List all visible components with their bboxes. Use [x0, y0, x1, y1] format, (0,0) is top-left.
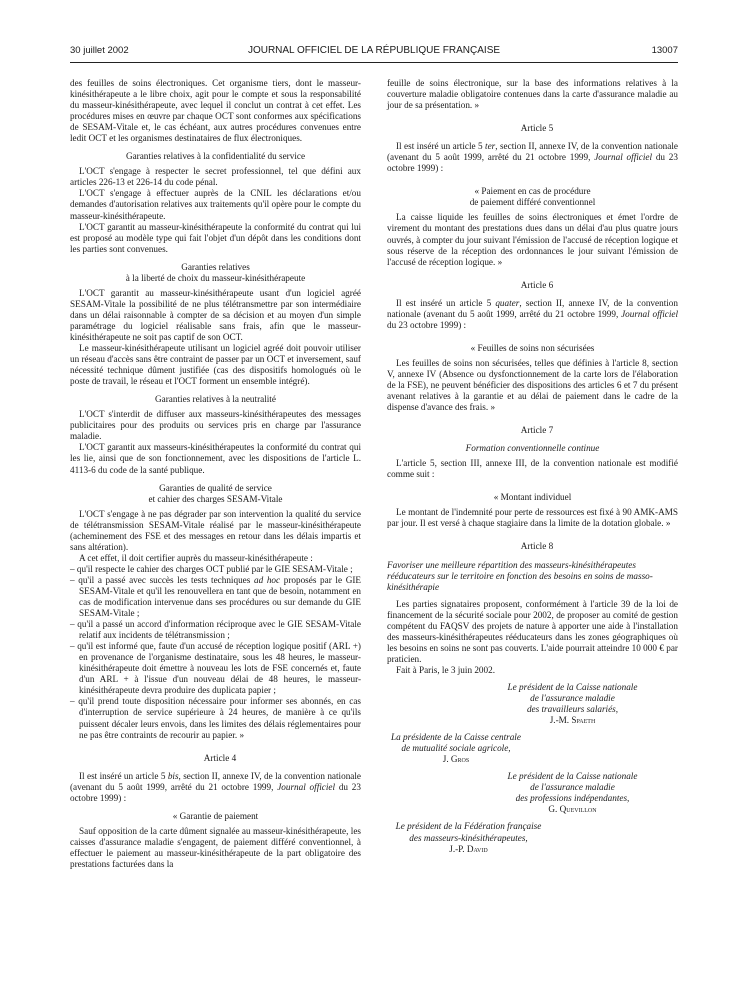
heading-line: de paiement différé conventionnel [469, 197, 596, 208]
left-column [70, 78, 361, 870]
section-heading: « Feuilles de soins non sécurisées [470, 342, 595, 353]
article-heading: Article 8 [520, 541, 554, 552]
heading-line: à la liberté de choix du masseur-kinésithérapeute [125, 272, 306, 283]
paragraph: L'article 5, section III, annexe III, de la convention nationale est modifié comme suit : [387, 458, 678, 480]
paragraph: Les parties signataires proposent, conformément à l'article 39 de la loi de financement de la sécurité sociale pour 2002, de proposer au comité de gestion compétent du FAQSV des projets de nature à apporter une aide à l'installation des masseurs-kinésithérapeutes rééducateurs dans les zones géographiques où les besoins en soins ne sont pas couverts. L'aide pourrait atteindre 10 000 € par praticien. [387, 598, 678, 664]
heading-line: et cahier des charges SESAM-Vitale [148, 493, 283, 504]
paragraph: Le montant de l'indemnité pour perte de ressources est fixé à 90 AMK-AMS par jour. Il est versé à chaque stagiaire dans la limite de la dotation globale. » [387, 507, 678, 529]
signature-block-cnamts: Le président de la Caisse nationale de l'assurance maladie des travailleurs salariés, J.-M. Spaeth [467, 682, 678, 726]
signature-block-canam: Le président de la Caisse nationale de l'assurance maladie des professions indépendantes, G. Quevillon [467, 771, 678, 815]
header-rule [70, 62, 678, 63]
section-heading: « Garantie de paiement [172, 810, 259, 821]
article-heading: Article 5 [520, 123, 554, 134]
article-subtitle: Formation conventionnelle continue [465, 443, 600, 454]
heading-line: Garanties relatives [181, 261, 250, 272]
paragraph: feuille de soins électronique, sur la base des informations relatives à la couverture maladie obligatoire contenues dans la carte d'assurance maladie au jour de sa présentation. » [387, 78, 678, 111]
article-subtitle: Favoriser une meilleure répartition des masseurs-kinésithérapeutes rééducateurs sur le territoire en fonction des besoins en soins de masso-kinésithérapie [387, 559, 653, 592]
article-heading: Article 6 [520, 279, 554, 290]
article-heading: Article 4 [203, 752, 237, 763]
signatory-name: J.-P. David [449, 843, 488, 854]
signatory-name: J. Gros [442, 754, 470, 765]
paragraph: L'OCT s'engage à effectuer auprès de la CNIL les déclarations et/ou demandes d'autorisation relatives aux traitements qu'il opère pour le compte du masseur-kinésithérapeute. [70, 188, 361, 221]
section-heading [70, 262, 361, 284]
paragraph: L'OCT s'engage à respecter le secret professionnel, tel que défini aux articles 226-13 et 226-14 du code pénal. [70, 166, 361, 188]
page-header [70, 45, 678, 61]
list-item: – qu'il respecte le cahier des charges OCT publié par le GIE SESAM-Vitale ; [70, 563, 353, 574]
paragraph: Il est inséré un article 5 quater, section II, annexe IV, de la convention nationale (avenant du 5 août 1999, arrêté du 21 octobre 1999, Journal officiel du 23 octobre 1999) : [387, 297, 679, 330]
section-heading: Garanties relatives à la confidentialité du service [125, 151, 306, 162]
paragraph: Les feuilles de soins non sécurisées, telles que définies à l'article 8, section V, annexe IV (Absence ou dysfonctionnement de la carte lors de l'élaboration de la FSE), ne peuvent bénéficier des dispositions des articles 6 et 7 du présent avenant relatives à la garantie et au délai de paiement dans le cadre de la dispense d'avance des frais. » [387, 357, 678, 413]
signatory-name: J.-M. Spaeth [549, 715, 596, 726]
paragraph: Il est inséré un article 5 ter, section II, annexe IV, de la convention nationale (avenant du 5 août 1999, arrêté du 21 octobre 1999, Journal officiel du 23 octobre 1999) : [387, 141, 678, 174]
paragraph: L'OCT garantit au masseur-kinésithérapeute la conformité du contrat qui lui est proposé au modèle type qui fait l'objet d'un dépôt dans les conditions dont les parties sont convenues. [70, 221, 361, 254]
signature-block-ffmkr: Le président de la Fédération française des masseurs-kinésithérapeutes, J.-P. David [381, 821, 556, 854]
heading-line: Garanties de qualité de service [159, 482, 272, 493]
list-item: – qu'il est informé que, faute d'un accusé de réception logique positif (ARL +) en provenance de l'organisme destinataire, sous les 48 heures, le masseur-kinésithérapeute doit émettre à nouveau les lots de FSE concernés et, faute d'un ARL + à l'issue d'un nouveau délai de 48 heures, le masseur-kinésithérapeute devra produire des duplicata papier ; [70, 641, 361, 696]
paragraph: A cet effet, il doit certifier auprès du masseur-kinésithérapeute : [79, 552, 313, 563]
signature-block-ccmsa: La présidente de la Caisse centrale de mutualité sociale agricole, J. Gros [381, 732, 531, 765]
list-item: – qu'il a passé avec succès les tests techniques ad hoc proposés par le GIE SESAM-Vitale et qu'il les renouvellera en tant que de besoin, notamment en cas de modification intervenue dans ses procédures ou sur demande du GIE SESAM-Vitale ; [70, 574, 362, 619]
paragraph: L'OCT garantit aux masseurs-kinésithérapeutes la conformité du contrat qui les lie, ainsi que de son fonctionnement, avec les dispositions de l'article L. 4113-6 du code de la santé publique. [70, 442, 361, 475]
paragraph: Fait à Paris, le 3 juin 2002. [396, 664, 496, 675]
list-item: – qu'il a passé un accord d'information réciproque avec le GIE SESAM-Vitale relatif aux incidents de télétransmission ; [70, 619, 361, 641]
requirements-list [70, 564, 361, 741]
journal-title: JOURNAL OFFICIEL DE LA RÉPUBLIQUE FRANÇAISE [247, 45, 501, 56]
paragraph: des feuilles de soins électroniques. Cet organisme tiers, dont le masseur-kinésithérapeute a le libre choix, agit pour le compte et sous la responsabilité du masseur-kinésithérapeute, avec lequel il conclut un contrat à cet effet. Les procédures mises en œuvre par chaque OCT sont conformes aux spécifications de SESAM-Vitale et, le cas échéant, aux autres procédures convenues entre ledit OCT et les organismes destinataires de flux électroniques. [70, 78, 361, 144]
section-heading [387, 186, 678, 208]
heading-line: « Paiement en cas de procédure [474, 186, 591, 197]
page-number: 13007 [651, 45, 678, 56]
section-heading [70, 483, 361, 505]
paragraph: L'OCT s'engage à ne pas dégrader par son intervention la qualité du service de télétransmission SESAM-Vitale réalisé par le masseur-kinésithérapeute (acheminement des FSE et des messages en retour dans les délais impartis et sans altération). [70, 508, 361, 552]
paragraph: L'OCT s'interdit de diffuser aux masseurs-kinésithérapeutes des messages publicitaires pour des produits ou services pris en charge par l'assurance maladie. [70, 409, 361, 442]
paragraph: La caisse liquide les feuilles de soins électroniques et émet l'ordre de virement du montant des prestations dues dans un délai d'au plus quatre jours ouvrés, à compter du jour suivant l'émission de l'accusé de réception logique et sous réserve de la réception des ordonnances le jour suivant l'émission de l'accusé de réception logique. » [387, 212, 678, 267]
paragraph: L'OCT garantit au masseur-kinésithérapeute usant d'un logiciel agréé SESAM-Vitale la possibilité de ne plus télétransmettre par son intermédiaire dans un délai raisonnable à compter de sa décision et au moyen d'un simple paramétrage du logiciel réalisable sans frais, afin que le masseur-kinésithérapeute ne soit pas captif de son OCT. [70, 287, 361, 342]
section-heading: « Montant individuel [493, 492, 572, 503]
issue-date: 30 juillet 2002 [70, 45, 129, 56]
paragraph: Il est inséré un article 5 bis, section II, annexe IV, de la convention nationale (avenant du 5 août 1999, arrêté du 21 octobre 1999, Journal officiel du 23 octobre 1999) : [70, 770, 361, 803]
signatory-name: G. Quevillon [548, 804, 597, 815]
list-item: – qu'il prend toute disposition nécessaire pour informer ses abonnés, en cas d'interruption de service supérieure à 24 heures, de manière à ce qu'ils puissent décaler leurs envois, dans les limites des délais réglementaires pour ne pas être contraints de recourir au papier. » [70, 696, 361, 740]
section-heading: Garanties relatives à la neutralité [155, 394, 276, 405]
paragraph: Le masseur-kinésithérapeute utilisant un logiciel agréé doit pouvoir utiliser un réseau d'accès sans être contraint de passer par un OCT et inversement, sauf nécessité technique dûment justifiée (cas des dispositifs homologués où le poste de travail, le réseau et l'OCT forment un ensemble intégré). [70, 343, 361, 387]
article-heading: Article 7 [520, 425, 554, 436]
right-column [387, 78, 678, 855]
paragraph: Sauf opposition de la carte dûment signalée au masseur-kinésithérapeute, les caisses d'assurance maladie s'engagent, de paiement différé conventionnel, à effectuer le paiement au masseur-kinésithérapeute de la part obligatoire des prestations facturées dans la [70, 825, 361, 869]
